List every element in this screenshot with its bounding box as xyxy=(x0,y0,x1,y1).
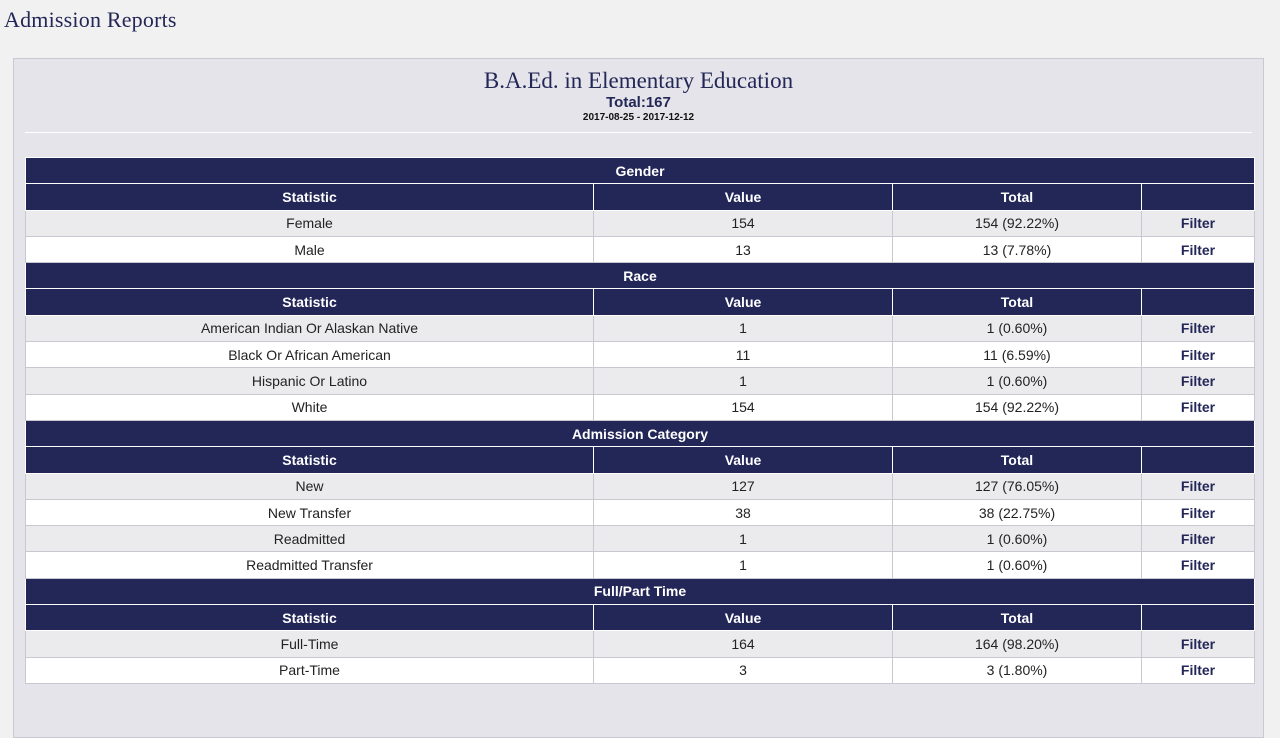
cell-total: 3 (1.80%) xyxy=(893,657,1142,683)
cell-action xyxy=(1142,473,1255,499)
section-header-row xyxy=(26,263,1255,289)
column-header-total: Total xyxy=(893,447,1142,473)
cell-value: 1 xyxy=(594,552,893,578)
filter-link[interactable]: Filter xyxy=(1180,530,1216,547)
report-header xyxy=(14,59,1263,125)
column-header-action xyxy=(1142,447,1255,473)
column-header-statistic: Statistic xyxy=(26,605,594,631)
column-header-total: Total xyxy=(893,184,1142,210)
report-total: Total:167 xyxy=(606,94,671,111)
report-panel xyxy=(13,58,1264,738)
cell-action xyxy=(1142,552,1255,578)
section-title: Gender xyxy=(26,158,1255,184)
column-header-action xyxy=(1142,289,1255,315)
cell-value: 38 xyxy=(594,499,893,525)
cell-statistic: Part-Time xyxy=(26,657,594,683)
filter-link[interactable]: Filter xyxy=(1180,215,1216,232)
filter-link[interactable]: Filter xyxy=(1180,241,1216,258)
cell-total: 1 (0.60%) xyxy=(893,526,1142,552)
cell-statistic: Female xyxy=(26,210,594,236)
column-header-value: Value xyxy=(594,605,893,631)
cell-statistic: New Transfer xyxy=(26,499,594,525)
cell-total: 154 (92.22%) xyxy=(893,210,1142,236)
statistics-table-body xyxy=(26,158,1255,684)
filter-link[interactable]: Filter xyxy=(1180,373,1216,390)
cell-total: 1 (0.60%) xyxy=(893,552,1142,578)
cell-statistic: Hispanic Or Latino xyxy=(26,368,594,394)
cell-action xyxy=(1142,236,1255,262)
cell-value: 11 xyxy=(594,342,893,368)
cell-action xyxy=(1142,342,1255,368)
column-header-row xyxy=(26,447,1255,473)
column-header-total: Total xyxy=(893,289,1142,315)
cell-statistic: Full-Time xyxy=(26,631,594,657)
cell-total: 13 (7.78%) xyxy=(893,236,1142,262)
column-header-action xyxy=(1142,184,1255,210)
cell-value: 1 xyxy=(594,526,893,552)
page-title: Admission Reports xyxy=(4,7,177,32)
filter-link[interactable]: Filter xyxy=(1180,346,1216,363)
cell-action xyxy=(1142,210,1255,236)
report-date-range: 2017-08-25 - 2017-12-12 xyxy=(582,112,695,123)
cell-statistic: Male xyxy=(26,236,594,262)
column-header-total: Total xyxy=(893,605,1142,631)
column-header-statistic: Statistic xyxy=(26,447,594,473)
cell-value: 1 xyxy=(594,368,893,394)
cell-total: 38 (22.75%) xyxy=(893,499,1142,525)
cell-statistic: Readmitted xyxy=(26,526,594,552)
column-header-row xyxy=(26,184,1255,210)
table-row xyxy=(26,210,1255,236)
table-row xyxy=(26,315,1255,341)
cell-total: 1 (0.60%) xyxy=(893,315,1142,341)
cell-value: 154 xyxy=(594,210,893,236)
section-title: Admission Category xyxy=(26,420,1255,446)
cell-statistic: New xyxy=(26,473,594,499)
cell-action xyxy=(1142,394,1255,420)
cell-value: 127 xyxy=(594,473,893,499)
cell-value: 164 xyxy=(594,631,893,657)
filter-link[interactable]: Filter xyxy=(1180,399,1216,416)
table-row xyxy=(26,526,1255,552)
cell-value: 3 xyxy=(594,657,893,683)
filter-link[interactable]: Filter xyxy=(1180,478,1216,495)
cell-action xyxy=(1142,315,1255,341)
column-header-value: Value xyxy=(594,289,893,315)
filter-link[interactable]: Filter xyxy=(1180,557,1216,574)
filter-link[interactable]: Filter xyxy=(1180,504,1216,521)
cell-action xyxy=(1142,499,1255,525)
filter-link[interactable]: Filter xyxy=(1180,320,1216,337)
section-header-row xyxy=(26,158,1255,184)
table-row xyxy=(26,368,1255,394)
column-header-value: Value xyxy=(594,184,893,210)
cell-statistic: White xyxy=(26,394,594,420)
table-row xyxy=(26,342,1255,368)
cell-statistic: Readmitted Transfer xyxy=(26,552,594,578)
cell-value: 154 xyxy=(594,394,893,420)
statistics-table xyxy=(25,157,1255,684)
cell-action xyxy=(1142,657,1255,683)
cell-total: 11 (6.59%) xyxy=(893,342,1142,368)
cell-action xyxy=(1142,368,1255,394)
table-row xyxy=(26,499,1255,525)
filter-link[interactable]: Filter xyxy=(1180,635,1216,652)
cell-statistic: American Indian Or Alaskan Native xyxy=(26,315,594,341)
section-header-row xyxy=(26,420,1255,446)
column-header-row xyxy=(26,289,1255,315)
table-row xyxy=(26,236,1255,262)
table-row xyxy=(26,394,1255,420)
cell-statistic: Black Or African American xyxy=(26,342,594,368)
cell-action xyxy=(1142,631,1255,657)
column-header-statistic: Statistic xyxy=(26,184,594,210)
section-title: Race xyxy=(26,263,1255,289)
column-header-statistic: Statistic xyxy=(26,289,594,315)
cell-total: 1 (0.60%) xyxy=(893,368,1142,394)
column-header-row xyxy=(26,605,1255,631)
cell-total: 164 (98.20%) xyxy=(893,631,1142,657)
filter-link[interactable]: Filter xyxy=(1180,662,1216,679)
cell-value: 13 xyxy=(594,236,893,262)
header-divider xyxy=(25,132,1252,133)
table-row xyxy=(26,473,1255,499)
column-header-action xyxy=(1142,605,1255,631)
column-header-value: Value xyxy=(594,447,893,473)
cell-total: 127 (76.05%) xyxy=(893,473,1142,499)
section-title: Full/Part Time xyxy=(26,578,1255,604)
table-row xyxy=(26,657,1255,683)
cell-action xyxy=(1142,526,1255,552)
table-row xyxy=(26,552,1255,578)
cell-total: 154 (92.22%) xyxy=(893,394,1142,420)
table-row xyxy=(26,631,1255,657)
section-header-row xyxy=(26,578,1255,604)
cell-value: 1 xyxy=(594,315,893,341)
report-program-title: B.A.Ed. in Elementary Education xyxy=(483,68,794,93)
